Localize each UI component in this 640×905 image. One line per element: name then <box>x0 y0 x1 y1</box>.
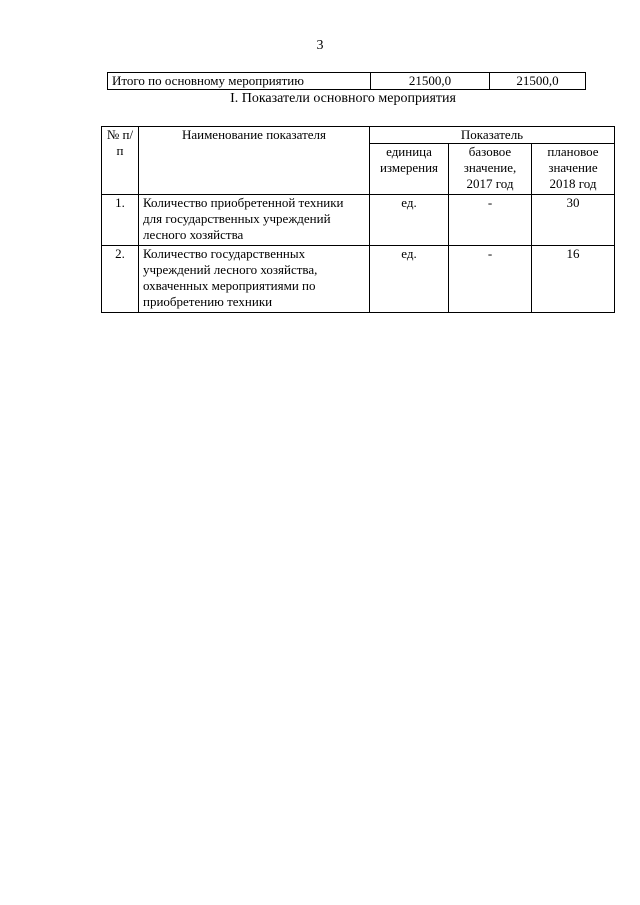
header-num: № п/п <box>102 127 139 195</box>
row-base: - <box>449 195 532 246</box>
total-value-1: 21500,0 <box>371 73 490 90</box>
header-row-1 <box>102 127 615 144</box>
total-table <box>107 72 586 90</box>
total-row <box>108 73 586 90</box>
header-base: базовое значение, 2017 год <box>449 144 532 195</box>
header-name: Наименование показателя <box>139 127 370 195</box>
section-title: I. Показатели основного мероприятия <box>230 91 456 106</box>
row-plan: 30 <box>532 195 615 246</box>
row-name: Количество приобретенной техники для государственных учреждений лесного хозяйства <box>139 195 370 246</box>
table-row <box>102 195 615 246</box>
row-name: Количество государственных учреждений лесного хозяйства, охваченных мероприятиями по приобретению техники <box>139 246 370 313</box>
row-plan: 16 <box>532 246 615 313</box>
row-unit: ед. <box>370 246 449 313</box>
row-unit: ед. <box>370 195 449 246</box>
indicators-table <box>101 126 615 313</box>
header-unit: единица измерения <box>370 144 449 195</box>
row-num: 2. <box>102 246 139 313</box>
table-row <box>102 246 615 313</box>
row-base: - <box>449 246 532 313</box>
total-label: Итого по основному мероприятию <box>108 73 371 90</box>
total-value-2: 21500,0 <box>490 73 586 90</box>
header-plan: плановое значение 2018 год <box>532 144 615 195</box>
row-num: 1. <box>102 195 139 246</box>
page-number: 3 <box>316 38 324 53</box>
header-group: Показатель <box>370 127 615 144</box>
